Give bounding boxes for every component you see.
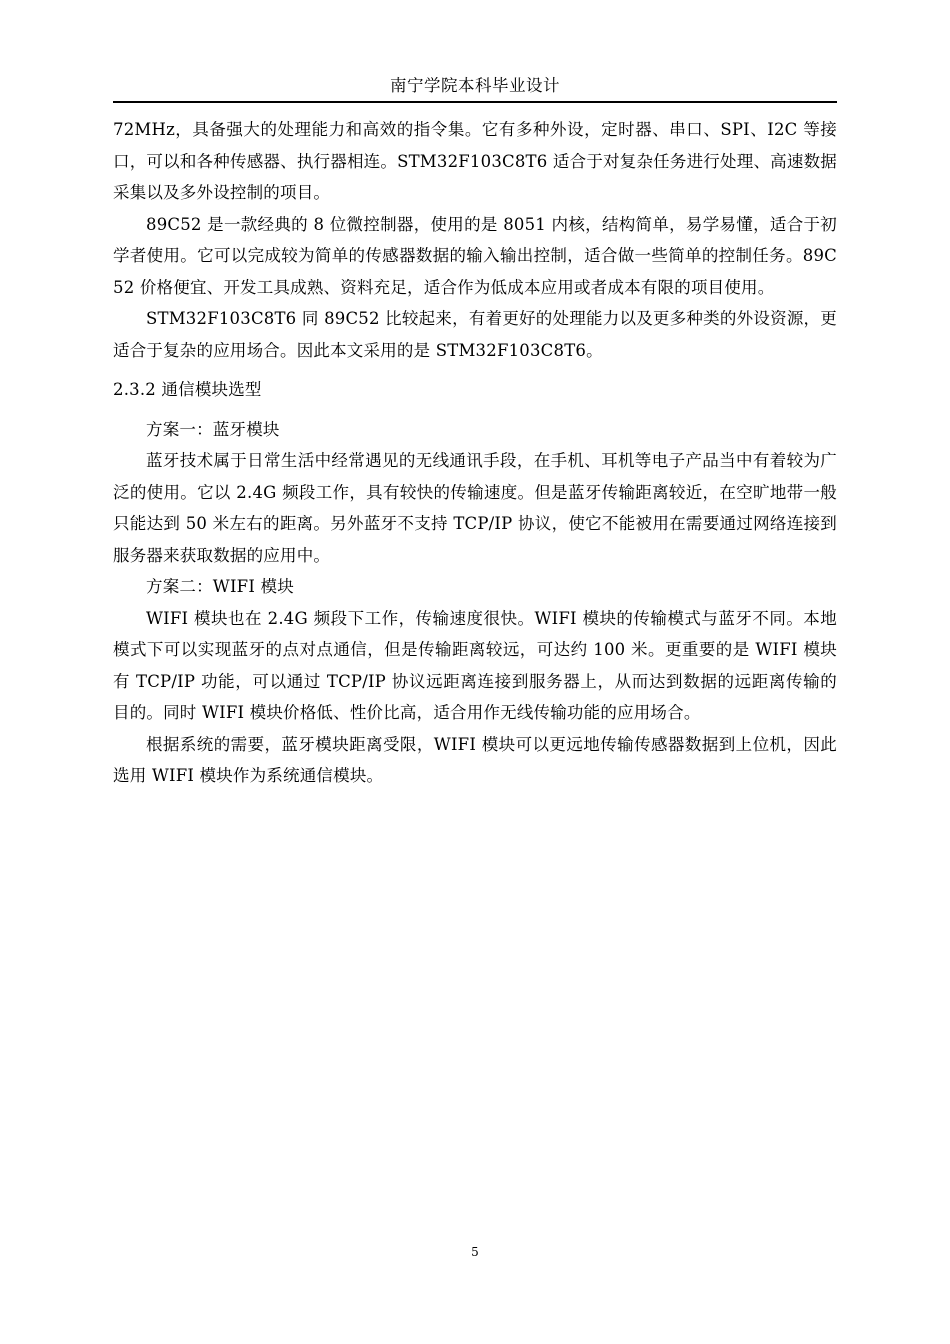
header-divider (113, 101, 837, 103)
paragraph-89c52-intro: 89C52 是一款经典的 8 位微控制器，使用的是 8051 内核，结构简单，易学易懂，适合于初学者使用。它可以完成较为简单的传感器数据的输入输出控制，适合做一些简单的控制任务。89C52 价格便宜、开发工具成熟、资料充足，适合作为低成本应用或者成本有限的项目使用。 (113, 214, 837, 297)
paragraph-mcu-conclusion: STM32F103C8T6 同 89C52 比较起来，有着更好的处理能力以及更多种类的外设资源，更适合于复杂的应用场合。因此本文采用的是 STM32F103C8T6。 (113, 309, 837, 360)
paragraph-comm-conclusion: 根据系统的需要，蓝牙模块距离受限，WIFI 模块可以更远地传输传感器数据到上位机，因此选用 WIFI 模块作为系统通信模块。 (113, 734, 837, 785)
running-header-title: 南宁学院本科毕业设计 (390, 76, 560, 95)
page-body (113, 114, 837, 792)
option-one-title: 方案一：蓝牙模块 (146, 419, 280, 439)
option-two-title: 方案二：WIFI 模块 (146, 577, 294, 596)
paragraph-bluetooth: 蓝牙技术属于日常生活中经常遇见的无线通讯手段，在手机、耳机等电子产品当中有着较为广泛的使用。它以 2.4G 频段工作，具有较快的传输速度。但是蓝牙传输距离较近，在空旷地带一般只能达到 50 米左右的距离。另外蓝牙不支持 TCP/IP 协议，使它不能被用在需要通过网络连接到服务器来获取数据的应用中。 (113, 451, 837, 565)
section-heading-2-3-2: 2.3.2 通信模块选型 (113, 380, 262, 399)
page-number: 5 (471, 1245, 479, 1259)
paragraph-wifi: WIFI 模块也在 2.4G 频段下工作，传输速度很快。WIFI 模块的传输模式与蓝牙不同。本地模式下可以实现蓝牙的点对点通信，但是传输距离较远，可达约 100 米。更重要的是 WIFI 模块有 TCP/IP 功能，可以通过 TCP/IP 协议远距离连接到服务器上，从而达到数据的远距离传输的目的。同时 WIFI 模块价格低、性价比高，适合用作无线传输功能的应用场合。 (113, 608, 837, 722)
paragraph-stm32-features: 72MHz，具备强大的处理能力和高效的指令集。它有多种外设，定时器、串口、SPI、I2C 等接口，可以和各种传感器、执行器相连。STM32F103C8T6 适合于对复杂任务进行处理、高速数据采集以及多外设控制的项目。 (113, 120, 837, 202)
